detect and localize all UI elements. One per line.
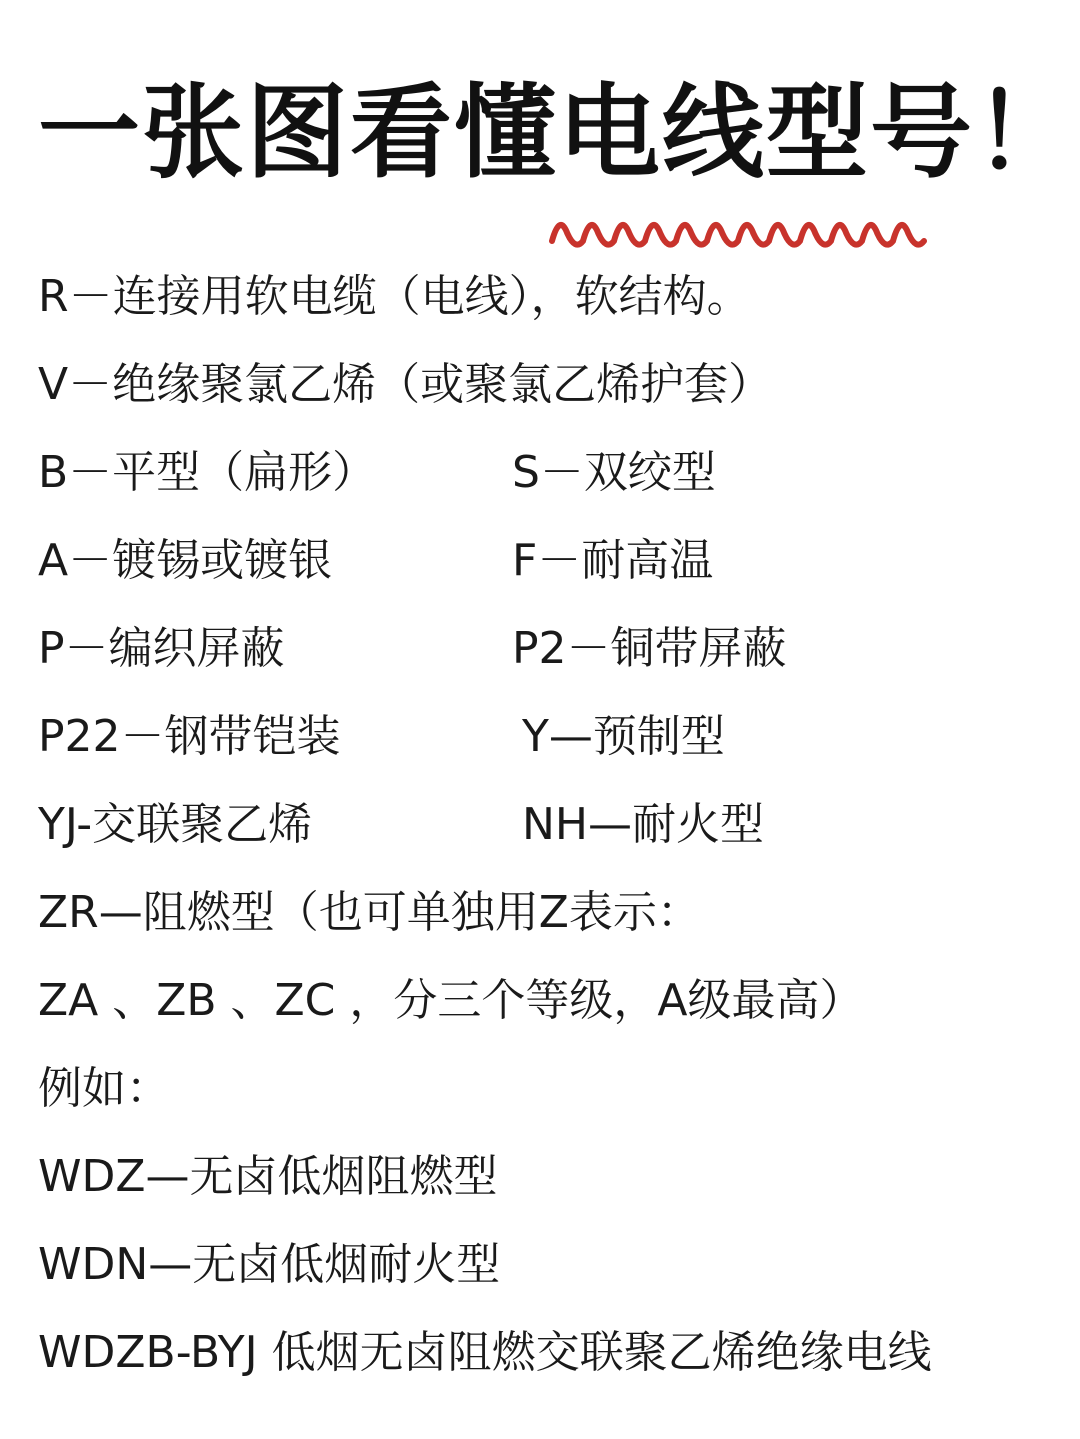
line-example-label: 例如： (38, 1063, 170, 1114)
wavy-underline (548, 212, 934, 252)
line-zr: ZR—阻燃型（也可单独用Z表示： (38, 887, 701, 938)
pair-left: P－编织屏蔽 (38, 623, 285, 674)
pair-right: S－双绞型 (512, 447, 716, 498)
line-r: R－连接用软电缆（电线），软结构。 (38, 271, 751, 322)
pair-right: NH—耐火型 (522, 799, 764, 850)
pair-left: P22－钢带铠装 (38, 711, 341, 762)
pair-left: B－平型（扁形） (38, 447, 377, 498)
line-wdz: WDZ—无卤低烟阻燃型 (38, 1151, 498, 1202)
pair-right: Y—预制型 (522, 711, 725, 762)
page-title: 一张图看懂电线型号！ (38, 74, 1078, 193)
line-v: V－绝缘聚氯乙烯（或聚氯乙烯护套） (38, 359, 773, 410)
pair-right: P2－铜带屏蔽 (512, 623, 787, 674)
line-zr-levels: ZA 、ZB 、ZC ，分三个等级，A级最高） (38, 975, 864, 1026)
pair-left: YJ-交联聚乙烯 (38, 799, 313, 850)
line-wdn: WDN—无卤低烟耐火型 (38, 1239, 501, 1290)
pair-left: A－镀锡或镀银 (38, 535, 333, 586)
pair-right: F－耐高温 (512, 535, 714, 586)
line-wdzb: WDZB-BYJ 低烟无卤阻燃交联聚乙烯绝缘电线 (38, 1327, 932, 1378)
